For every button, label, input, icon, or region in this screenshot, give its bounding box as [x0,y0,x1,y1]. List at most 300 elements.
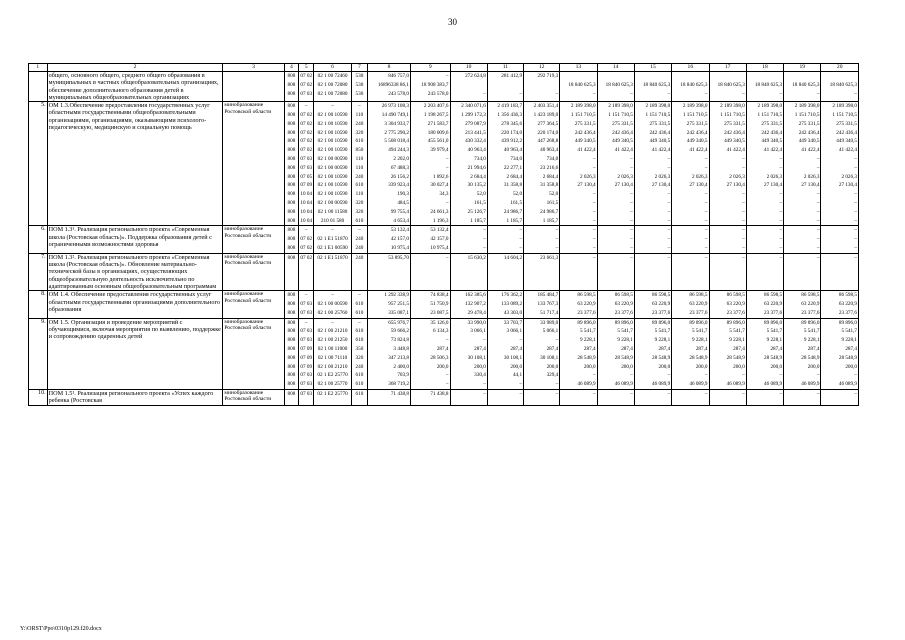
amount-value: 200,0 [695,363,708,370]
amount-value: – [630,90,633,97]
amount-value: 9 228,1 [691,337,708,344]
amount-value [785,72,819,81]
amount-value: 200,0 [658,363,671,370]
amount-value: – [483,337,486,344]
amount-value: – [704,244,708,251]
amount-value: 30 108,1 [540,354,559,361]
amount-value: 41 422,4 [652,147,671,154]
amount-value: 5 541,7 [691,328,708,335]
code-value: 07 02 [300,236,313,243]
amount-value: 27 130,4 [801,182,820,189]
amount-cell [672,72,709,102]
code-value: 07 02 [300,111,313,118]
amount-value: 243 578,0 [388,90,409,97]
table-row [29,253,859,290]
amount-value [748,72,782,81]
amount-cell [487,318,523,389]
amount-value: – [742,244,745,251]
amount-value: – [445,337,449,344]
amount-value: – [854,390,857,397]
amount-value [452,81,486,90]
table-row [29,318,859,389]
amount-value: 23 377,6 [726,309,745,316]
amount-value: 2 419 183,7 [497,103,523,110]
amount-value: 28 548,9 [763,354,783,361]
amount-value: – [779,390,783,397]
row-number: 6. [29,226,48,253]
amount-value: – [667,208,671,215]
amount-value: 734,0 [546,155,559,162]
budget-code-cell [284,291,298,318]
amount-value: – [816,199,820,206]
amount-value: 33 990,0 [467,319,486,326]
amount-value: – [592,208,596,215]
amount-cell [487,389,523,405]
amount-value: 46 089,9 [763,381,783,388]
amount-value: 655 976,7 [388,319,409,326]
amount-value: – [742,155,745,162]
amount-value: 63 220,9 [614,301,633,308]
amount-cell [672,389,709,405]
amount-value: 2 189 398,0 [608,103,633,110]
amount-value: 5 568 018,4 [384,138,409,145]
amount-value: – [704,208,708,215]
code-value: – [304,292,308,299]
amount-value: – [555,90,559,97]
amount-value: 18 840 625,3 [568,81,596,88]
amount-value: 46 089,9 [801,381,820,388]
amount-value: 190,3 [397,191,409,198]
amount-value: 278 345,6 [501,120,523,127]
code-value: 02 1 00 10590 [317,129,348,136]
table-row [29,389,859,405]
budget-code-cell [299,226,314,253]
amount-value: 16896338 86,1 [377,81,409,88]
amount-value: 31 358,8 [503,182,523,189]
amount-cell [672,291,709,318]
amount-value: 292 719,3 [537,73,559,79]
amount-value: 1 423 189,0 [533,111,559,118]
amount-cell [524,389,560,405]
amount-value: 1 185,7 [542,217,559,224]
code-value: 808 [287,381,296,388]
measure-name: ОМ 1.4. Обеспечение предоставления государственных услуг областными государственными организациями дополнительного образования [47,291,223,318]
amount-cell [450,253,487,290]
executor: минобразование Ростовской области [223,318,284,389]
code-value: 808 [287,328,296,335]
amount-value: 27 130,4 [763,182,783,189]
amount-value: 447 268,8 [537,138,559,145]
amount-value: 63 220,9 [763,301,783,308]
amount-value: 23 377,6 [763,309,783,316]
budget-code-cell [351,226,367,253]
code-value: 10 04 [300,199,313,206]
code-value: 07 09 [300,346,313,352]
amount-cell [560,291,597,318]
amount-value: 41 422,4 [577,147,596,154]
code-value: 02 1 00 10590 [317,147,348,154]
amount-cell [368,226,411,253]
budget-code-cell [314,102,351,226]
amount-value: 42 157,0 [430,236,449,243]
budget-code-cell [299,253,314,290]
code-value: 610 [355,138,364,145]
amount-value: 2 026,3 [766,173,783,180]
amount-cell [634,318,671,389]
amount-value: 703,9 [397,372,409,379]
code-value: 808 [287,138,296,145]
amount-value: 23 087,5 [430,309,449,316]
budget-code-cell [314,318,351,389]
amount-value: 18 840 625,3 [829,81,857,88]
amount-value: 24 986,7 [540,208,559,215]
amount-cell [821,72,859,102]
amount-value: 1 892,6 [432,173,449,180]
column-number: 5 [299,64,314,72]
amount-value: 2 403 351,4 [533,103,559,110]
amount-value: 40 963,4 [540,147,559,154]
code-value: 110 [355,164,364,171]
amount-cell [410,253,450,290]
amount-value: – [555,390,559,397]
amount-value: 5 541,7 [766,328,783,335]
code-value: 808 [287,372,296,379]
amount-value: 1 196,3 [432,217,449,224]
amount-value: – [555,381,559,388]
amount-cell [746,389,783,405]
code-value: 808 [287,120,296,127]
amount-cell [487,291,523,318]
amount-value: 161,5 [546,199,559,206]
amount-cell [410,291,450,318]
amount-value: 42 157,0 [390,236,409,243]
amount-value: 275 331,5 [836,120,857,127]
amount-value: – [667,155,671,162]
code-value: 808 [287,346,296,352]
amount-cell [368,318,411,389]
amount-value: 200,0 [474,363,486,370]
amount-value: 52,0 [549,191,559,198]
amount-value: 41 422,4 [726,147,745,154]
header-row [29,64,859,72]
amount-value: 2 189 398,0 [645,103,671,110]
amount-value: 21 994,6 [467,164,486,171]
amount-value: 99 755,4 [390,208,409,215]
amount-value: 275 331,5 [761,120,783,127]
code-value: 808 [287,337,296,344]
amount-value: 347 213,8 [388,354,409,361]
amount-value: 1 356 436,3 [497,111,523,118]
amount-value: 2 684,4 [506,173,523,180]
amount-value: – [816,208,820,215]
amount-value: 28 506,3 [430,354,449,361]
amount-value: – [630,254,633,261]
code-value: – [358,319,361,326]
code-value: 808 [287,236,296,243]
amount-value: 23 377,6 [689,309,708,316]
amount-value: – [704,254,708,261]
budget-code-cell [314,253,351,290]
column-number: 11 [487,64,523,72]
amount-value: – [779,254,783,261]
executor: минобразование Ростовской области [223,291,284,318]
amount-value: – [816,191,820,198]
amount-value: 3 304 933,7 [384,120,409,127]
amount-value: – [854,254,857,261]
budget-code-cell [351,389,367,405]
amount-value: 23 377,6 [614,309,633,316]
amount-cell [784,102,821,226]
amount-value: – [816,390,820,397]
column-number: 14 [597,64,634,72]
code-value: 240 [355,236,364,243]
amount-value: – [445,381,449,388]
code-value: 530 [355,81,364,88]
amount-cell [450,226,487,253]
code-value: 07 02 [300,147,313,154]
amount-value: 14 604,2 [503,254,523,261]
amount-cell [634,253,671,290]
amount-value: 46 089,9 [614,381,633,388]
amount-value: – [630,372,633,379]
amount-value: – [816,227,820,234]
amount-value: 133 089,2 [501,301,523,308]
amount-cell [487,72,523,102]
amount-cell [709,102,746,226]
amount-value: – [816,372,820,379]
column-number: 7 [351,64,367,72]
amount-value: 2 026,3 [580,173,596,180]
code-value: 808 [287,111,296,118]
amount-value: 22 277,1 [503,164,523,171]
amount-cell [368,389,411,405]
amount-value: – [854,164,857,171]
amount-value: – [592,164,596,171]
amount-value: 27 130,4 [689,182,708,189]
code-value: 02 1 00 25770 [317,381,348,388]
code-value: 02 1 E1 51870 [317,254,348,261]
amount-value: – [704,191,708,198]
amount-cell [368,253,411,290]
column-number: 12 [524,64,560,72]
code-value: 07 09 [300,182,313,189]
amount-value: – [630,164,633,171]
amount-value: 287,4 [546,346,559,352]
amount-value: 89 896,0 [726,319,745,326]
amount-cell [560,72,597,102]
amount-value: 3 448,8 [393,346,409,352]
amount-value: 1 151 710,5 [608,111,633,118]
amount-value: 449 340,5 [574,138,596,145]
amount-value: 63 220,9 [577,301,596,308]
amount-value: – [630,208,633,215]
code-value: 808 [287,147,296,154]
code-value: 02 1 E2 25770 [317,372,348,379]
amount-value: – [742,164,745,171]
amount-value: – [854,244,857,251]
amount-value: 33 703,7 [503,319,523,326]
amount-value: 339 923,4 [388,182,409,189]
amount-value: 53 895,70 [388,254,409,261]
amount-value: 1 151 710,5 [832,111,857,118]
code-value: 320 [355,199,364,206]
table-row [29,102,859,226]
code-value: 808 [287,309,296,316]
amount-value: 27 130,4 [838,182,857,189]
amount-value: 31 358,8 [540,182,559,189]
amount-value: 46 089,9 [726,381,745,388]
amount-value: 41 422,4 [801,147,820,154]
amount-cell [368,72,411,102]
amount-value: 2 026,3 [841,173,857,180]
amount-value: 200,0 [845,363,857,370]
amount-value: – [592,227,596,234]
amount-value: 368 719,2 [388,381,409,388]
amount-value: 287,4 [845,346,857,352]
code-value: 02 1 00 25760 [317,309,348,316]
code-value: 320 [355,354,364,361]
code-value: – [331,227,334,234]
amount-value [822,72,857,81]
amount-value: 40 963,4 [503,147,523,154]
code-value: 110 [355,191,364,198]
amount-value: – [445,254,449,261]
code-value: 02 1 00 10590 [317,138,348,145]
amount-value: 23 377,6 [801,309,820,316]
amount-value: 86 598,5 [838,292,857,299]
amount-cell [746,226,783,253]
column-number: 13 [560,64,597,72]
amount-value: – [445,155,449,162]
amount-value: 41 422,4 [838,147,857,154]
column-number: 6 [314,64,351,72]
code-value: 07 02 [300,129,313,136]
budget-code-cell [351,318,367,389]
budget-code-cell [284,102,298,226]
amount-value: 51 750,9 [430,301,449,308]
column-number: 1 [29,64,48,72]
amount-value: 200,0 [770,363,783,370]
code-value: – [331,103,334,110]
amount-cell [410,72,450,102]
amount-value: – [854,217,857,224]
amount-value: 86 598,5 [652,292,671,299]
amount-value [489,81,522,90]
amount-value: – [667,390,671,397]
table-row [29,226,859,253]
amount-value: 89 896,0 [689,319,708,326]
code-value: 808 [287,390,296,397]
amount-value: 1 151 710,5 [682,111,708,118]
table-row [29,72,859,102]
budget-code-cell [284,318,298,389]
amount-value: 46 089,9 [577,381,596,388]
amount-value: – [483,227,486,234]
amount-value: 242 436,4 [686,129,708,136]
amount-value: – [816,236,820,243]
amount-value: – [742,208,745,215]
amount-value: 2 189 398,0 [570,103,596,110]
amount-value: 89 896,0 [614,319,633,326]
amount-value: 63 220,9 [652,301,671,308]
amount-cell [597,318,634,389]
code-value: 610 [355,337,364,344]
code-value: 02 1 00 11580 [317,208,348,215]
code-value: 808 [287,319,296,326]
amount-value: – [704,236,708,243]
amount-value: – [592,217,596,224]
amount-value: – [630,227,633,234]
amount-value: – [779,372,783,379]
amount-value: – [854,227,857,234]
amount-value [673,72,707,81]
amount-value: – [630,236,633,243]
budget-code-cell [284,253,298,290]
amount-value: – [667,191,671,198]
column-number: 4 [284,64,298,72]
budget-code-cell [299,102,314,226]
code-value: 530 [355,90,364,97]
amount-value: 27 130,4 [652,182,671,189]
amount-value: – [483,390,486,397]
code-value: 808 [287,254,296,261]
amount-value: 44,1 [512,372,523,379]
amount-value: – [445,164,449,171]
amount-value: 89 896,0 [838,319,857,326]
amount-value: 5 541,7 [729,328,745,335]
amount-value: – [816,217,820,224]
code-value: – [304,319,308,326]
amount-cell [524,226,560,253]
amount-value [525,81,558,90]
amount-value: 957 251,5 [388,301,409,308]
amount-value: – [816,244,820,251]
code-value: 02 1 00 71110 [317,354,348,361]
amount-value: 161,5 [510,199,523,206]
amount-cell [746,102,783,226]
budget-code-cell [299,72,314,102]
code-value: 02 1 00 10590 [317,111,348,118]
amount-value: 4 653,4 [393,217,409,224]
code-value: 07 03 [300,301,313,308]
amount-value: – [779,217,783,224]
amount-value: 242 436,4 [836,129,857,136]
amount-cell [597,253,634,290]
amount-cell [672,102,709,226]
code-value: – [304,103,308,110]
row-number: 5. [29,102,48,226]
amount-cell [634,72,671,102]
amount-value: – [519,236,523,243]
amount-value: 86 598,5 [614,292,633,299]
code-value: 07 05 [300,173,313,180]
amount-value: 33 989,0 [540,319,559,326]
amount-value: – [779,90,783,97]
measure-name: ОМ 1.5. Организация и проведение мероприятий с обучающимися, включая мероприятия по выявлению, поддержке и сопровождению одаренных детей [47,318,223,389]
amount-cell [487,253,523,290]
executor: минобразование Ростовской области [223,226,284,253]
code-value: 07 02 [300,81,313,88]
amount-value: – [630,244,633,251]
amount-value: 23 377,6 [652,309,671,316]
code-value: 02 1 00 21210 [317,363,348,370]
amount-value: 23 661,3 [540,254,559,261]
code-value: 808 [287,301,296,308]
amount-value: – [555,337,559,344]
amount-value: 2 340 071,6 [461,103,486,110]
amount-value: 28 548,9 [726,354,745,361]
amount-value: 46 089,9 [652,381,671,388]
